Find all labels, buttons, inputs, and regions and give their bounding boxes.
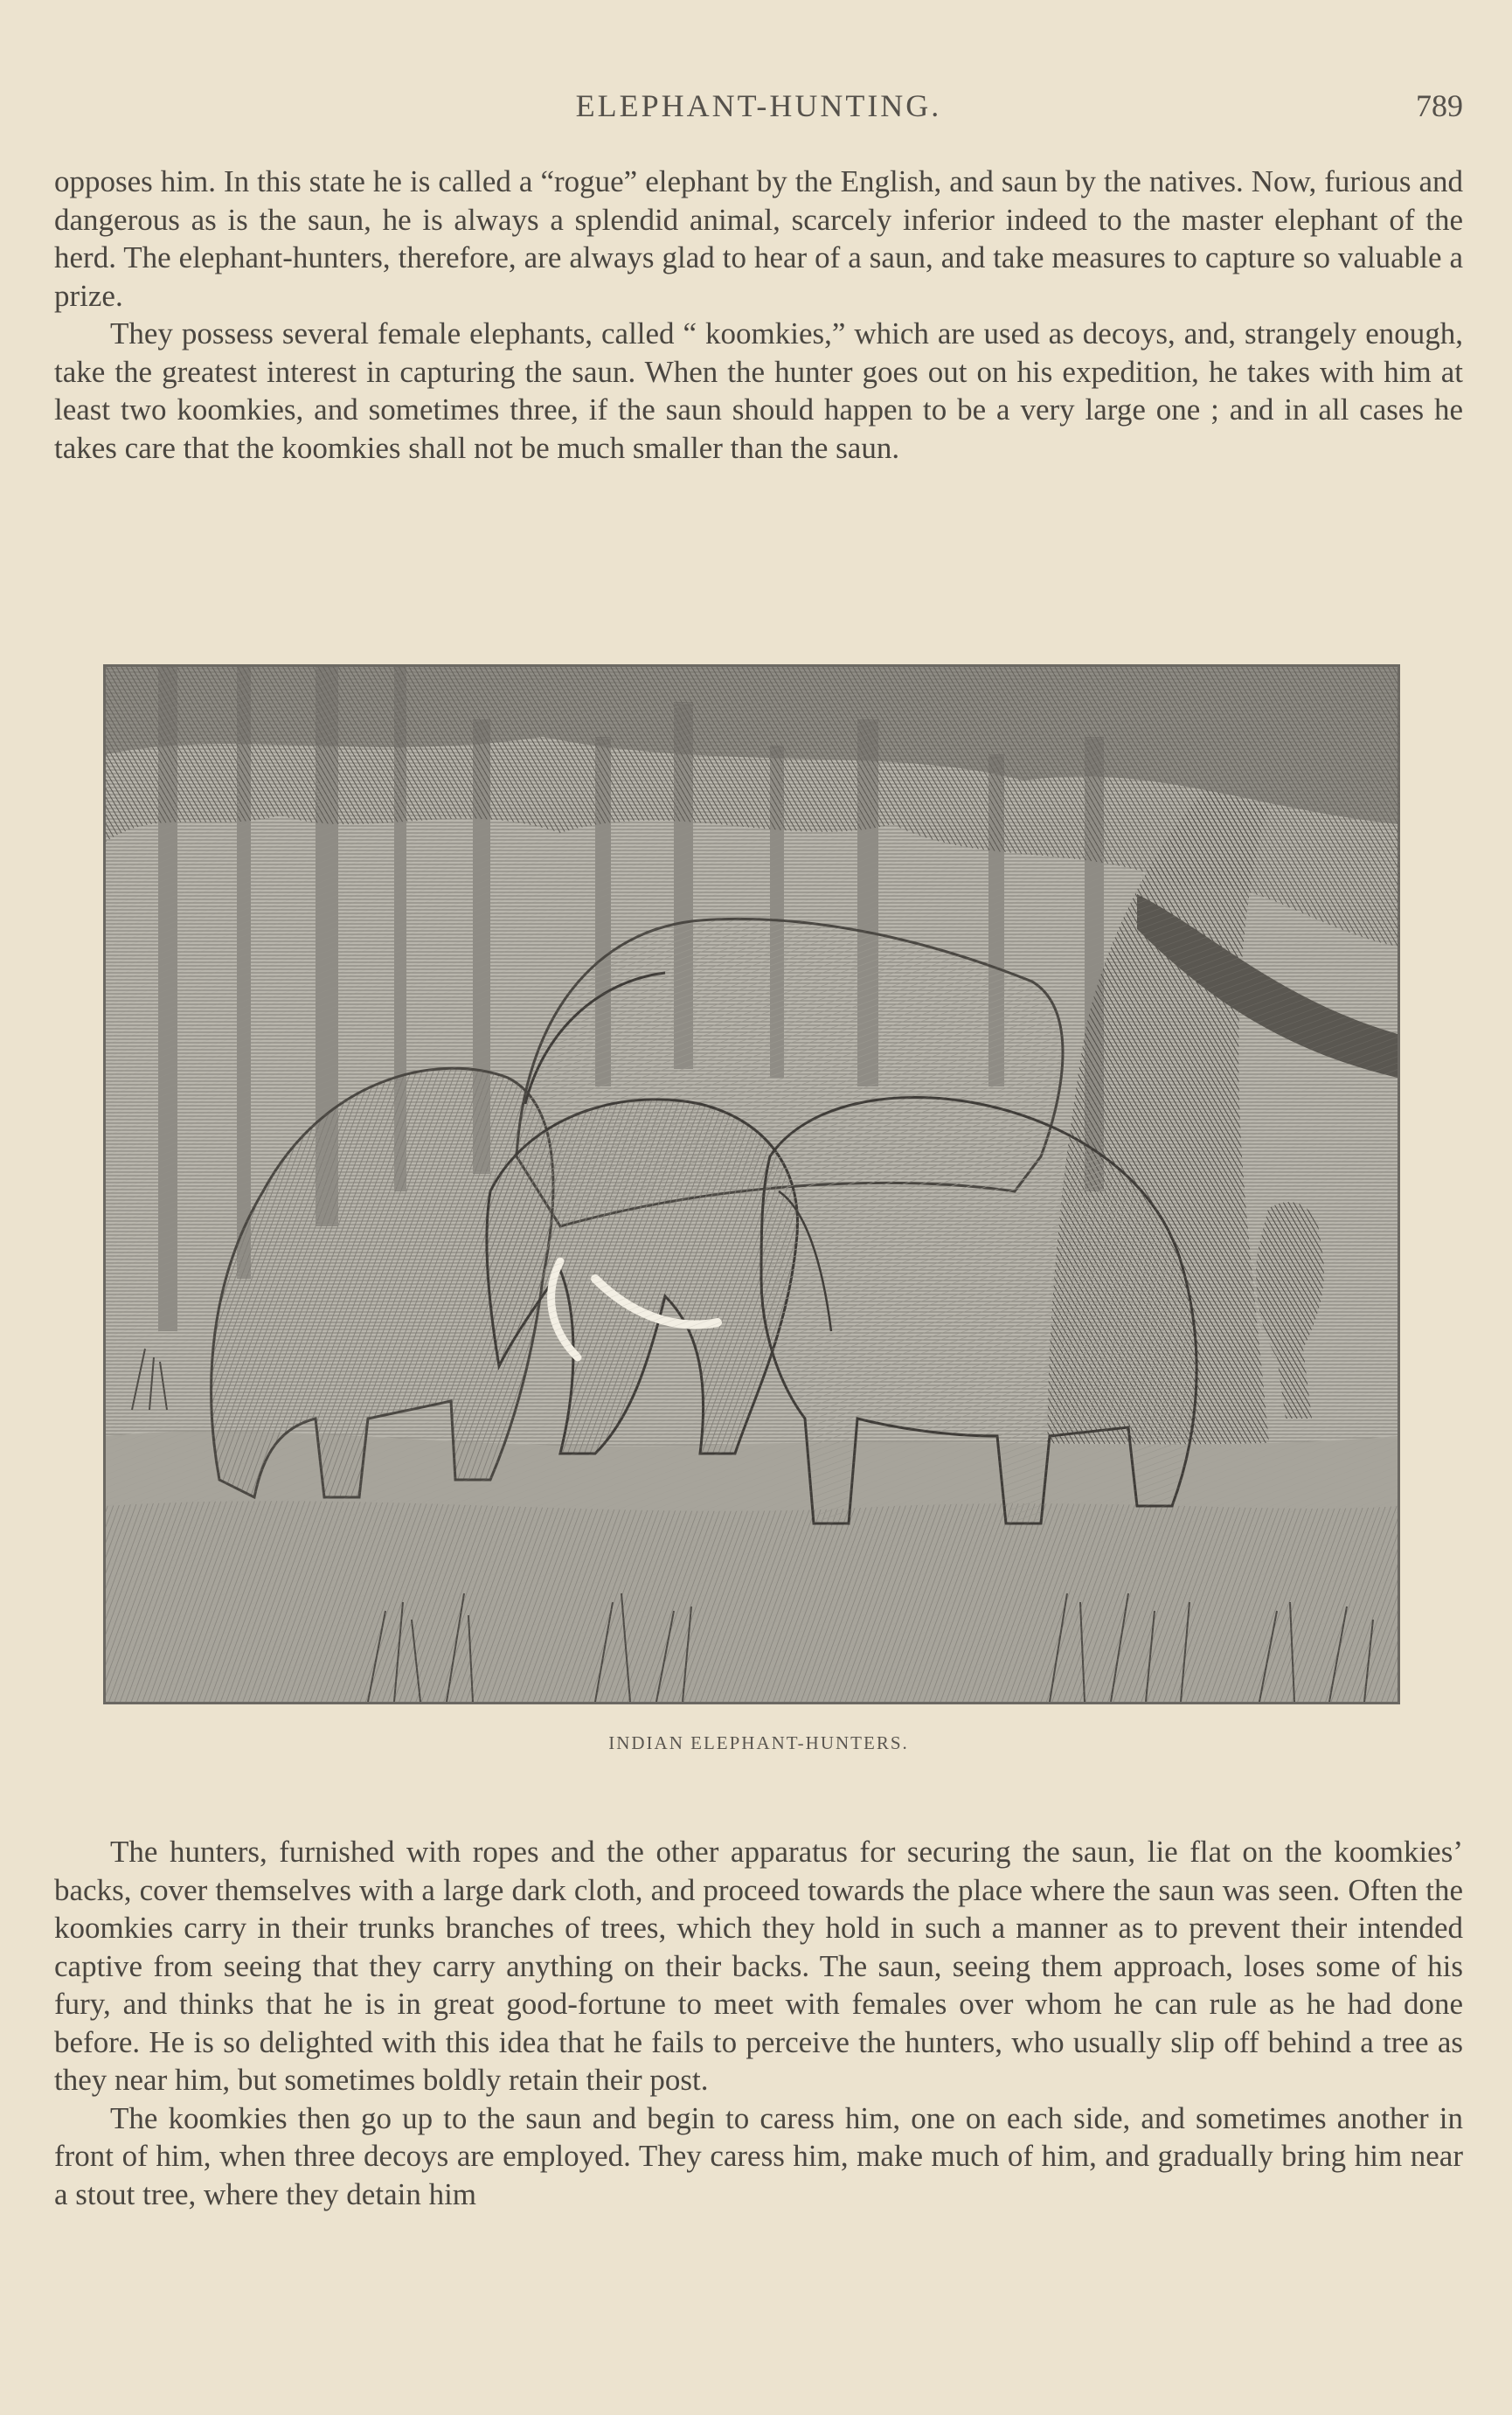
paragraph-continued: opposes him. In this state he is called a “rogue” elephant by the English, and saun by the natives. Now, furious and dangerous as is the saun, he is always a splendid animal, scarcely inferior indeed to the master elephant of the herd. The elephant-hunters, therefore, are always glad to hear of a saun, and take measures to capture so valuable a prize.	[54, 164, 1463, 313]
body-text-top	[54, 163, 1463, 467]
running-title: ELEPHANT-HUNTING.	[575, 88, 942, 123]
running-head	[54, 87, 1463, 131]
engraving-illustration	[103, 664, 1400, 1704]
body-text-bottom	[54, 1833, 1463, 2213]
paragraph-koomkies: They possess several female elephants, called “ koomkies,” which are used as decoys, and, strangely enough, take the greatest interest in capturing the saun. When the hunter goes out on his expedition, he takes with him at least two koomkies, and sometimes three, if the saun should happen to be a very large one ; and in all cases he takes care that the koomkies shall not be much smaller than the saun.	[54, 316, 1463, 465]
page-number: 789	[1416, 88, 1463, 123]
figure-caption: INDIAN ELEPHANT-HUNTERS.	[608, 1732, 909, 1753]
paragraph-caress: The koomkies then go up to the saun and begin to caress him, one on each side, and sometimes another in front of him, when three decoys are employed. They caress him, make much of him, and gradually bring him near a stout tree, where they detain him	[54, 2100, 1463, 2211]
paragraph-hunters: The hunters, furnished with ropes and the other apparatus for securing the saun, lie flat on the koomkies’ backs, cover themselves with a large dark cloth, and proceed towards the place where the saun was seen. Often the koomkies carry in their trunks branches of trees, which they hold in such a manner as to prevent their intended captive from seeing that they carry anything on their backs. The saun, seeing them approach, loses some of his fury, and thinks that he is in great good-fortune to meet with females over whom he can rule as he had done before. He is so delighted with this idea that he fails to perceive the hunters, who usually slip off behind a tree as they near him, but sometimes boldly retain their post.	[54, 1835, 1463, 2097]
